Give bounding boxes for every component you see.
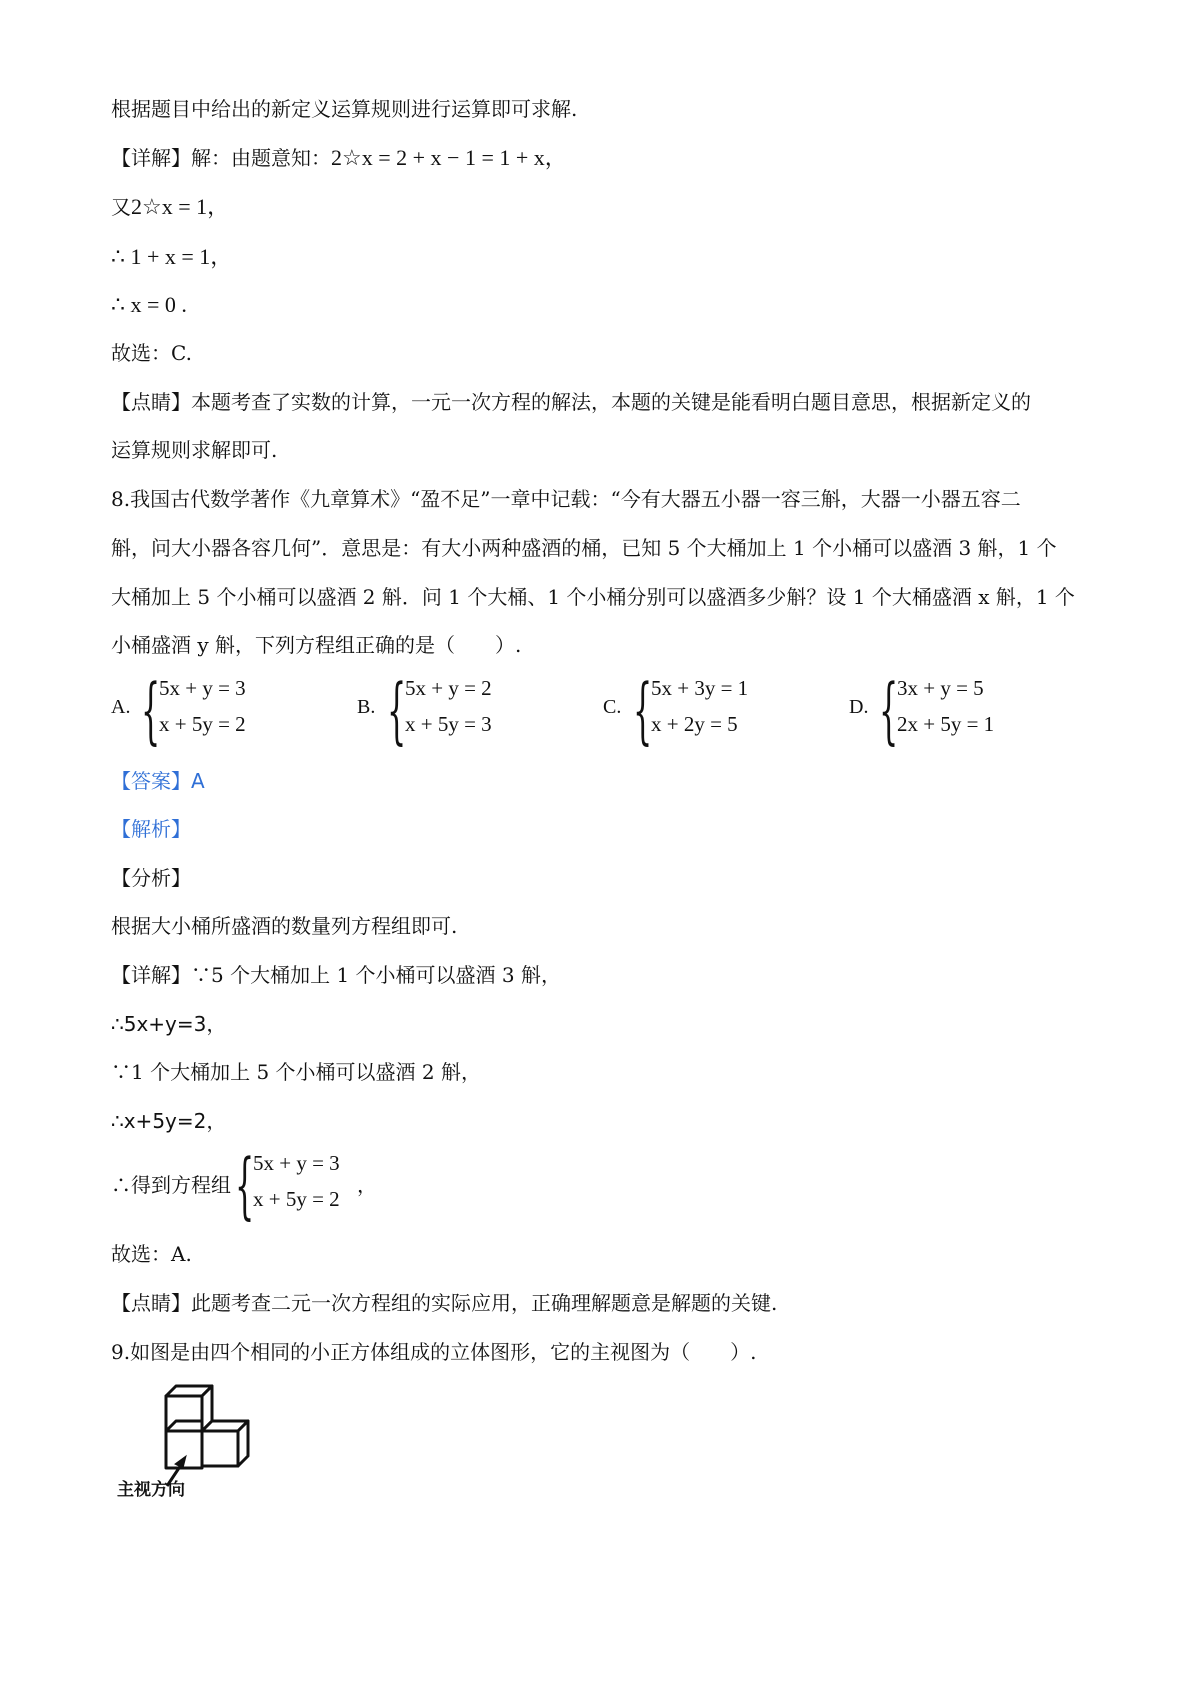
text-line: ∵1 个大桶加上 5 个小桶可以盛酒 2 斛，: [111, 1060, 481, 1084]
equation: 2x + 5y = 1: [897, 712, 995, 736]
option-a[interactable]: [111, 668, 311, 752]
text-line: 【点睛】本题考查了实数的计算，一元一次方程的解法，本题的关键是能看明白题目意思，根据新定义的: [111, 390, 1031, 414]
equation: x + 5y = 2: [253, 1187, 340, 1211]
text-line: 【详解】∵5 个大桶加上 1 个小桶可以盛酒 3 斛，: [111, 963, 561, 987]
option-label: C.: [603, 696, 622, 718]
option-label: B.: [357, 696, 376, 718]
answer-tag: 【答案】: [111, 769, 191, 793]
text-line: [111, 193, 229, 221]
equation: 5x + y = 2: [405, 676, 492, 700]
text-line: ∴得到方程组: [111, 1173, 231, 1197]
question-9-text: 9.如图是由四个相同的小正方体组成的立体图形，它的主视图为（ ）.: [111, 1340, 757, 1364]
text-line: ∴x+5y=2，: [111, 1109, 227, 1133]
detail-tag: 【详解】解：由题意知：: [111, 146, 331, 170]
option-d[interactable]: [849, 668, 1069, 752]
question-8-text: 大桶加上 5 个小桶可以盛酒 2 斛．问 1 个大桶、1 个小桶分别可以盛酒多少斛？设 1 个大桶盛酒 x 斛，1 个: [111, 585, 1075, 609]
equation-system: [235, 1143, 375, 1227]
brace-icon: {: [235, 1143, 255, 1227]
math-expression: 2☆x = 2 + x − 1 = 1 + x，: [331, 145, 567, 170]
text-line: 故选：A.: [111, 1242, 192, 1266]
text-suffix: ，: [357, 1173, 377, 1197]
text-line: 根据大小桶所盛酒的数量列方程组即可.: [111, 914, 458, 938]
brace-icon: {: [879, 668, 899, 752]
equation: 5x + y = 3: [159, 676, 246, 700]
equation: 5x + 3y = 1: [651, 676, 749, 700]
math-expression: ∴ 1 + x = 1，: [111, 244, 233, 269]
text-line: 运算规则求解即可.: [111, 438, 278, 462]
equation: x + 5y = 3: [405, 712, 492, 736]
text-line: 【分析】: [111, 866, 191, 890]
option-label: D.: [849, 696, 869, 718]
brace-icon: {: [387, 668, 407, 752]
question-8-text: 小桶盛酒 y 斛，下列方程组正确的是（ ）.: [111, 633, 522, 657]
analysis-tag: 【解析】: [111, 817, 191, 841]
brace-icon: {: [141, 668, 161, 752]
answer-value: A: [191, 769, 205, 793]
question-8-text: 斛，问大小器各容几何”．意思是：有大小两种盛酒的桶，已知 5 个大桶加上 1 个小桶可以盛酒 3 斛，1 个: [111, 536, 1057, 560]
answer-line: [111, 767, 205, 795]
equation: 3x + y = 5: [897, 676, 984, 700]
text-line: 故选：C.: [111, 341, 192, 365]
option-label: A.: [111, 696, 131, 718]
option-c[interactable]: [603, 668, 803, 752]
brace-icon: {: [633, 668, 653, 752]
cube-figure: [111, 1378, 271, 1503]
text-line: 根据题目中给出的新定义运算规则进行运算即可求解.: [111, 97, 578, 121]
figure-caption: 主视方向: [117, 1480, 185, 1500]
question-8-text: 8.我国古代数学著作《九章算术》“盈不足”一章中记载：“今有大器五小器一容三斛，大器一小器五容二: [111, 487, 1021, 511]
equation: x + 2y = 5: [651, 712, 738, 736]
equation: 5x + y = 3: [253, 1151, 340, 1175]
math-expression: 2☆x = 1，: [131, 194, 230, 219]
text-line: 【点睛】此题考查二元一次方程组的实际应用，正确理解题意是解题的关键.: [111, 1291, 778, 1315]
text-line: ∴5x+y=3，: [111, 1012, 227, 1036]
math-expression: ∴ x = 0 .: [111, 292, 187, 317]
option-b[interactable]: [357, 668, 557, 752]
equation: x + 5y = 2: [159, 712, 246, 736]
text-line: [111, 144, 567, 172]
text-prefix: 又: [111, 195, 131, 219]
